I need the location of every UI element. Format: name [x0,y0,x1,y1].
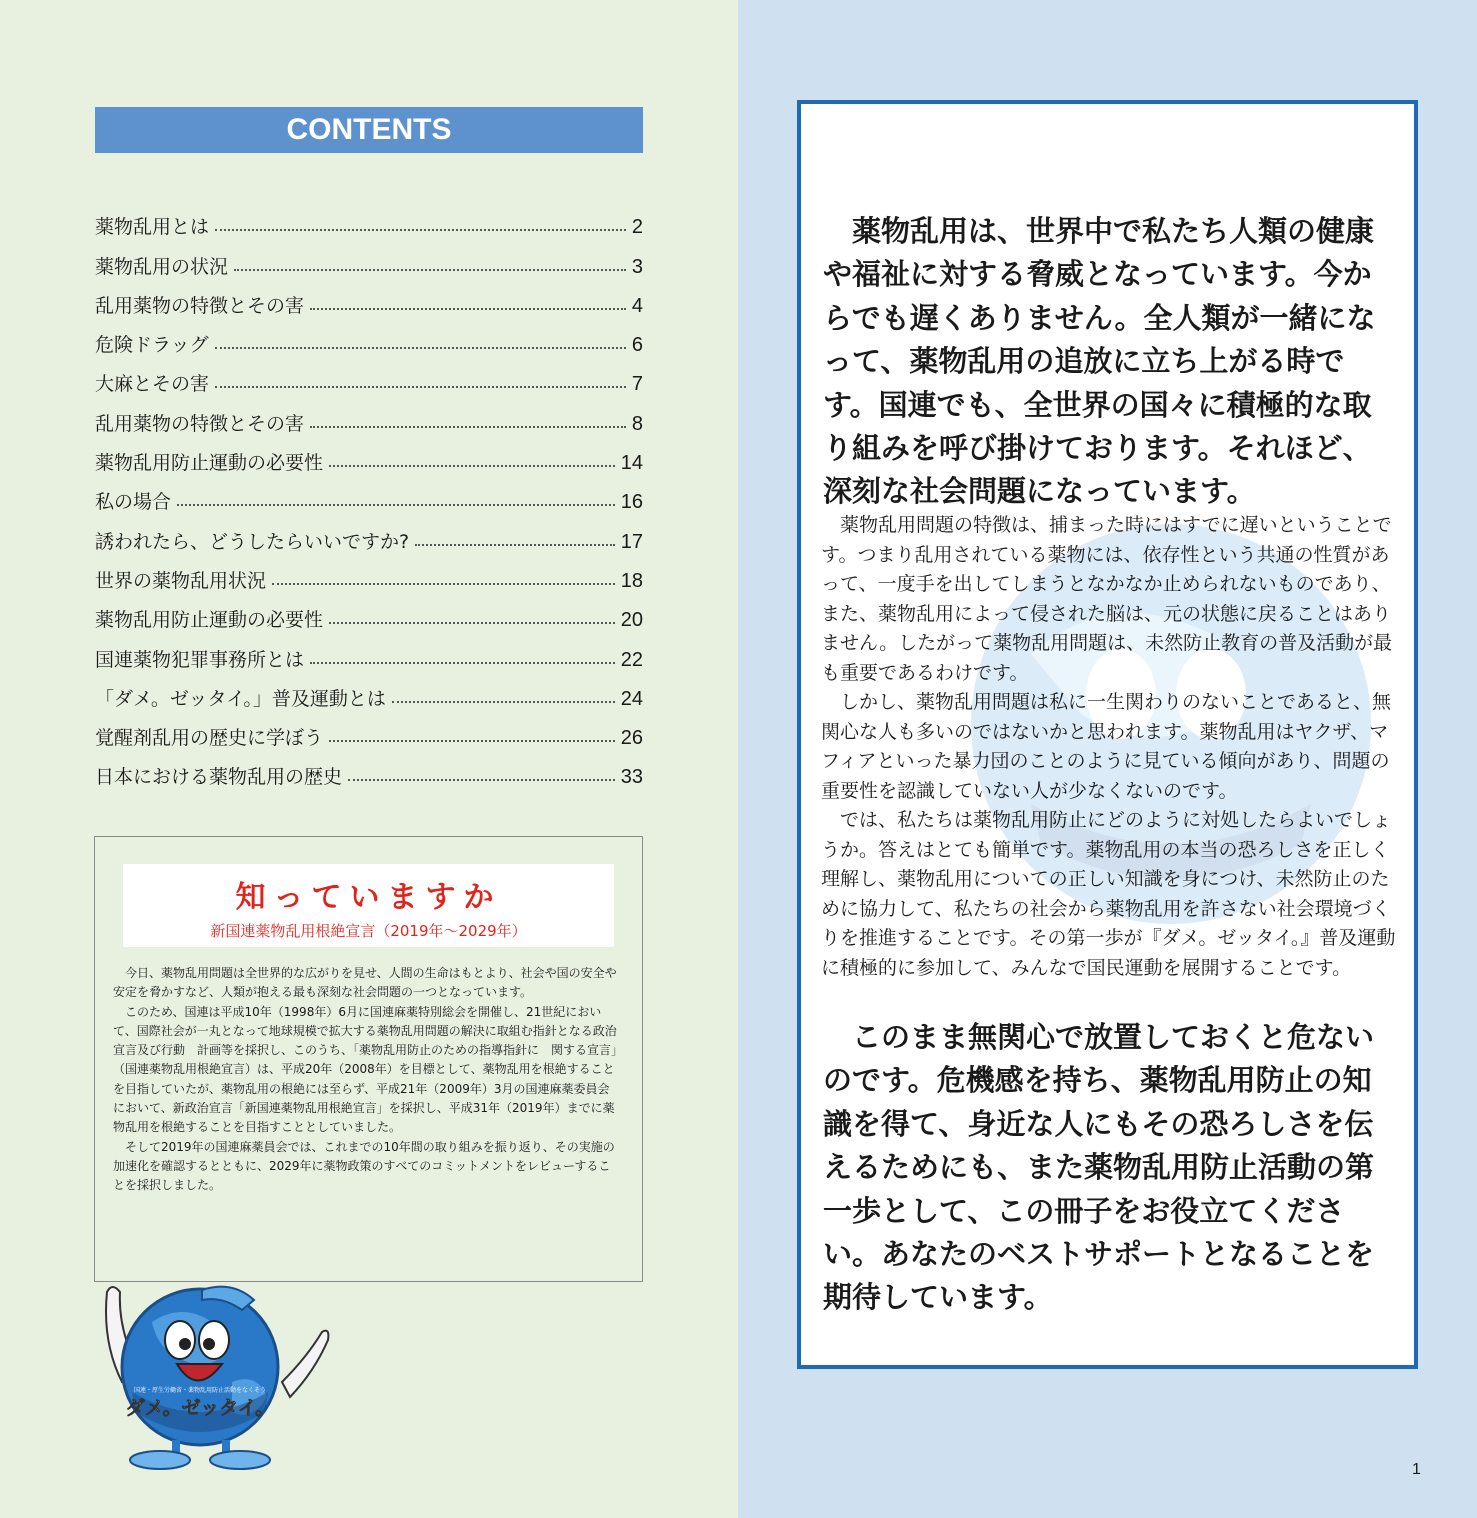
info-title-box [123,864,614,947]
message-paragraph: では、私たちは薬物乱用防止にどのように対処したらよいでしょうか。答えはとても簡単です。薬物乱用の本当の恐ろしさを正しく理解し、薬物乱用についての正しい知識を身につけ、未然防止のために協力して、私たちの社会から薬物乱用を許さない社会環境づくりを推進することです。その第一歩が『ダメ。ゼッタイ。』普及運動に積極的に参加して、みんなで国民運動を展開することです。 [821,809,1396,979]
toc-item[interactable] [95,357,643,396]
toc-item-page: 16 [620,491,643,514]
toc-item[interactable] [95,396,643,435]
toc-item[interactable] [95,672,643,711]
toc-item-page: 24 [620,687,643,710]
info-paragraph: 今日、薬物乱用問題は全世界的な広がりを見せ、人間の生命はもとより、社会や国の安全や安定を脅かすなど、人類が抱える最も深刻な社会問題の一つとなっています。 [113,966,617,1000]
toc-item-page: 3 [631,255,643,278]
toc-leader [215,346,626,349]
toc-leader [272,582,615,585]
toc-item[interactable] [95,711,643,750]
toc-item[interactable] [95,239,643,278]
toc-item[interactable] [95,750,643,789]
message-frame [797,100,1418,1369]
toc-leader [329,739,615,742]
toc-leader [329,621,615,624]
toc-item-label: 私の場合 [95,491,172,514]
mascot-logo-small-text: 国連・厚生労働省・薬物乱用防止活動をなくそう [133,1387,267,1394]
toc-item-label: 薬物乱用の状況 [95,255,229,278]
toc-item-label: 日本における薬物乱用の歴史 [95,766,343,789]
contents-header: CONTENTS [95,107,643,153]
table-of-contents [95,200,643,789]
toc-leader [215,385,626,388]
mascot-globe-illustration [82,1262,332,1472]
mascot-logo-text: ダメ。ゼッタイ。 [125,1397,275,1419]
page-number: 1 [1412,1461,1421,1478]
toc-item-page: 14 [620,452,643,475]
toc-item-label: 薬物乱用防止運動の必要性 [95,452,324,475]
info-title: 知っていますか [235,880,502,915]
toc-leader [215,228,626,231]
toc-leader [234,268,626,271]
toc-item[interactable] [95,632,643,671]
info-paragraph: このため、国連は平成10年（1998年）6月に国連麻薬特別総会を開催し、21世紀において、国際社会が一丸となって地球規模で拡大する薬物乱用問題の解決に取組む指針となる政治宣言及び行動 計画等を採択し、このうち、「薬物乱用防止のための指導指針に 関する宣言」（国連薬物乱用根絶宣言）は、平成20年（2008年）を目標として、薬物乱用を根絶することを目指していたが、薬物乱用の根絶には至らず、平成21年（2009年）3月の国連麻薬委員会において、新政治宣言「新国連薬物乱用根絶宣言」を採択し、平成31年（2019年）までに薬物乱用を根絶することを目指すこととしていました。 [113,1004,618,1135]
toc-item[interactable] [95,475,643,514]
toc-item[interactable] [95,593,643,632]
toc-item[interactable] [95,318,643,357]
toc-leader [310,425,626,428]
toc-item-page: 2 [631,216,643,239]
toc-item-page: 7 [631,373,643,396]
toc-item-label: 乱用薬物の特徴とその害 [95,412,305,435]
toc-item-page: 22 [620,648,643,671]
toc-item-label: 誘われたら、どうしたらいいですか? [95,530,410,553]
toc-item-label: 国連薬物犯罪事務所とは [95,648,305,671]
toc-leader [392,700,615,703]
toc-item[interactable] [95,436,643,475]
lead-message-top: 薬物乱用は、世界中で私たち人類の健康や福祉に対する脅威となっています。今からでも遅くありません。全人類が一緒になって、薬物乱用の追放に立ち上がる時です。国連でも、全世界の国々に積極的な取り組みを呼び掛けております。それほど、深刻な社会問題になっています。 [823,214,1376,509]
toc-item-page: 6 [631,334,643,357]
toc-item-page: 18 [620,569,643,592]
toc-item[interactable] [95,554,643,593]
toc-leader [415,543,615,546]
info-body [113,964,619,1196]
info-paragraph: そして2019年の国連麻薬員会では、これまでの10年間の取り組みを振り返り、その実施の加速化を確認するとともに、2029年に薬物政策のすべてのコミットメントをレビューすることを採択しました。 [113,1139,615,1193]
toc-leader [329,464,615,467]
toc-item[interactable] [95,514,643,553]
toc-item-label: 薬物乱用防止運動の必要性 [95,609,324,632]
toc-item-label: 薬物乱用とは [95,216,210,239]
toc-item-label: 危険ドラッグ [95,334,209,357]
toc-item-page: 26 [620,727,643,750]
toc-item-page: 17 [620,530,643,553]
toc-item-label: 覚醒剤乱用の歴史に学ぼう [95,727,324,750]
toc-item-label: 大麻とその害 [95,373,210,396]
message-paragraph: 薬物乱用問題の特徴は、捕まった時にはすでに遅いということです。つまり乱用されている薬物には、依存性という共通の性質があって、一度手を出してしまうとなかなか止められないものであり、また、薬物乱用によって侵された脳は、元の状態に戻ることはありません。したがって薬物乱用問題は、未然防止教育の普及活動が最も重要であるわけです。 [821,514,1393,684]
toc-item-page: 4 [631,294,643,317]
toc-item-page: 20 [620,609,643,632]
toc-leader [348,778,615,781]
message-paragraph: しかし、薬物乱用問題は私に一生関わりのないことであると、無関心な人も多いのではないかと思われます。薬物乱用はヤクザ、マフィアといった暴力団のことのように見ている傾向があり、問題の重要性を認識していない人が少なくないのです。 [821,691,1392,802]
toc-leader [177,503,615,506]
lead-message-bottom: このまま無関心で放置しておくと危ないのです。危機感を持ち、薬物乱用防止の知識を得て、身近な人にもその恐ろしさを伝えるためにも、また薬物乱用防止活動の第一歩として、この冊子をお役立てください。あなたのベストサポートとなることを期待しています。 [823,1020,1375,1315]
toc-item-label: 世界の薬物乱用状況 [95,569,267,592]
toc-item-page: 8 [631,412,643,435]
toc-leader [310,661,615,664]
toc-item[interactable] [95,279,643,318]
toc-leader [310,307,626,310]
message-body [821,511,1398,983]
toc-item[interactable] [95,200,643,239]
info-subtitle: 新国連薬物乱用根絶宣言（2019年～2029年） [210,922,527,940]
toc-item-label: 乱用薬物の特徴とその害 [95,294,305,317]
toc-item-page: 33 [620,766,643,789]
did-you-know-box [94,836,643,1282]
toc-item-label: 「ダメ。ゼッタイ。」普及運動とは [95,687,386,710]
